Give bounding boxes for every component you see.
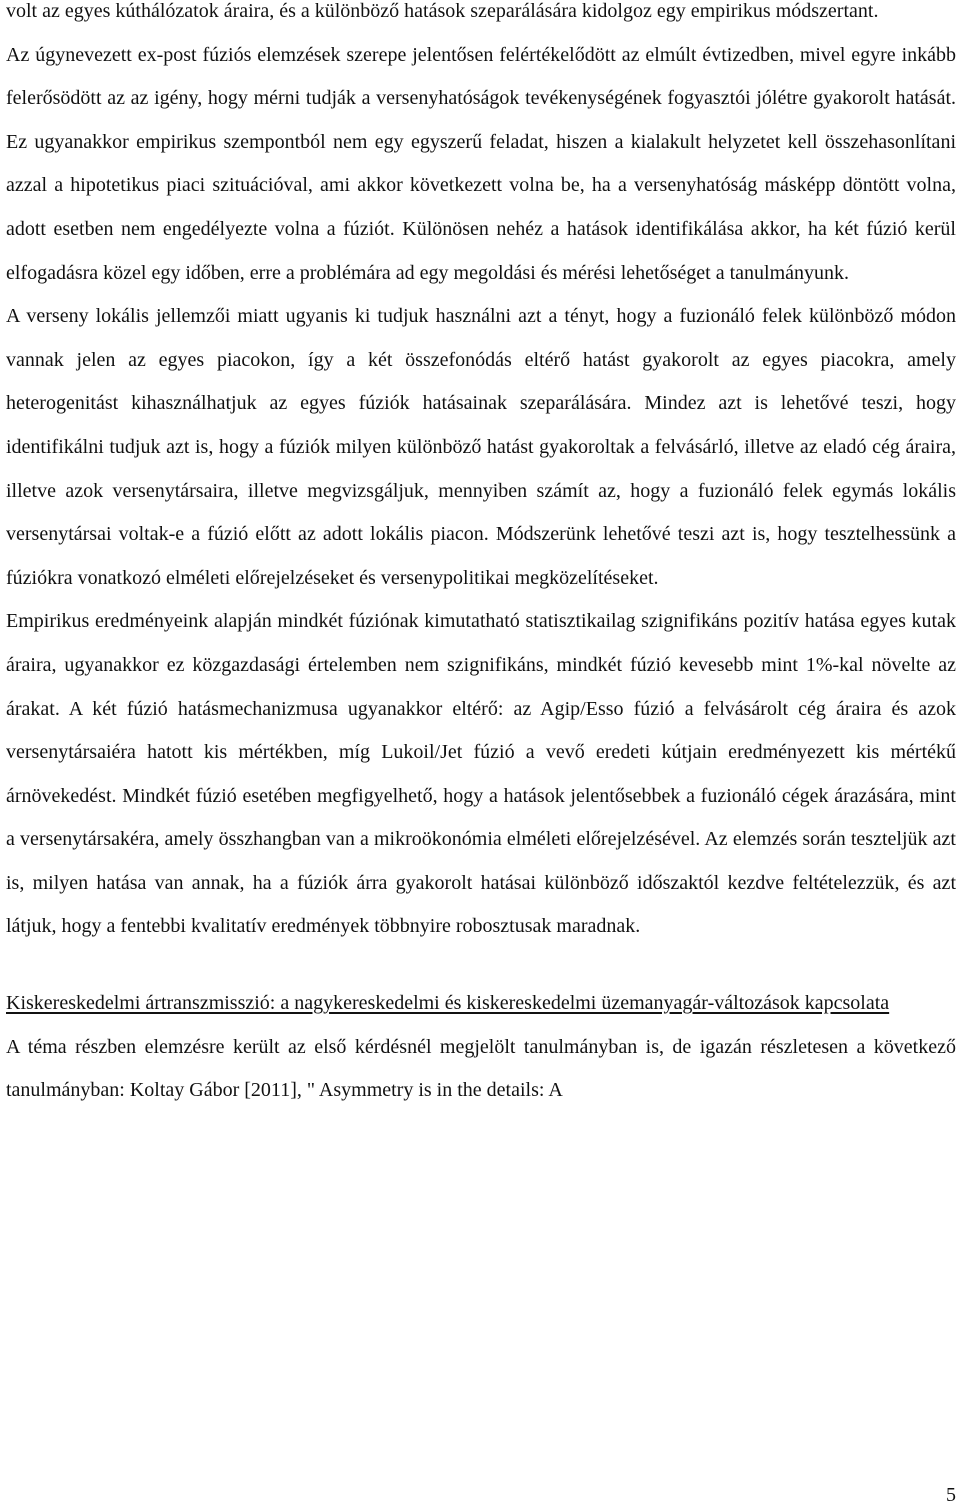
paragraph-ex-post-analysis: Az úgynevezett ex-post fúziós elemzések szerepe jelentősen felértékelődött az elmúlt évtizedben, mivel egyre inkább felerősödött az az igény, hogy mérni tudják a versenyhatóságok tevékenységének fogyasztói jólétre gyakorolt hatását. Ez ugyanakkor empirikus szempontból nem egy egyszerű feladat, hiszen a kialakult helyzetet kell összehasonlítani azzal a hipotetikus piaci szituációval, ami akkor következett volna be, ha a versenyhatóság másképp döntött volna, adott esetben nem engedélyezte volna a fúziót. Különösen nehéz a hatások identifikálása akkor, ha két fúzió kerül elfogadásra közel egy időben, erre a problémára ad egy megoldási és mérési lehetőséget a tanulmányunk. bbox=[6, 43, 956, 284]
paragraph-fragment: volt az egyes kúthálózatok áraira, és a különböző hatások szeparálására kidolgoz egy empirikus módszertant. bbox=[6, 0, 879, 22]
section-heading: Kiskereskedelmi ártranszmisszió: a nagykereskedelmi és kiskereskedelmi üzemanyagár-változások kapcsolata bbox=[6, 992, 890, 1015]
document-page bbox=[6, 0, 956, 1113]
paragraph-empirical-results: Empirikus eredményeink alapján mindkét fúziónak kimutatható statisztikailag szignifikáns pozitív hatása egyes kutak áraira, ugyanakkor ez közgazdasági értelemben nem szignifikáns, mindkét fúzió kevesebb mint 1%-kal növelte az árakat. A két fúzió hatásmechanizmusa ugyanakkor eltérő: az Agip/Esso fúzió a felvásárolt cég áraira és azok versenytársaiéra hatott kis mértékben, míg Lukoil/Jet fúzió a vevő eredeti kútjain eredményezett kis mértékű árnövekedést. Mindkét fúzió esetében megfigyelhető, hogy a hatások jelentősebbek a fuzionáló cégek árazására, mint a versenytársakéra, amely összhangban van a mikroökonómia elméleti előrejelzésével. Az elemzés során teszteljük azt is, milyen hatása van annak, ha a fúziók árra gyakorolt hatásai különböző időszaktól kezdve feltételezzük, és azt látjuk, hogy a fentebbi kvalitatív eredmények többnyire robosztusak maradnak. bbox=[6, 610, 956, 938]
paragraph-section-intro: A téma részben elemzésre került az első kérdésnél megjelölt tanulmányban is, de igazán részletesen a következő tanulmányban: Koltay Gábor [2011], " Asymmetry is in the details: A bbox=[6, 1035, 956, 1102]
paragraph-local-competition: A verseny lokális jellemzői miatt ugyanis ki tudjuk használni azt a tényt, hogy a fuzionáló felek különböző módon vannak jelen az egyes piacokon, így a két összefonódás eltérő hatást gyakorolt az egyes piacokra, amely heterogenitást kihasználhatjuk az egyes fúziók hatásainak szeparálására. Mindez azt is lehetővé teszi, hogy identifikálni tudjuk azt is, hogy a fúziók milyen különböző hatást gyakoroltak a felvásárló, illetve az eladó cég áraira, illetve azok versenytársaira, illetve megvizsgáljuk, mennyiben számít az, hogy a fuzionáló felek egymás lokális versenytársai voltak-e a fúzió előtt az adott lokális piacon. Módszerünk lehetővé teszi azt is, hogy tesztelhessünk a fúziókra vonatkozó elméleti előrejelzéseket és versenypolitikai megközelítéseket. bbox=[6, 305, 956, 589]
page-number: 5 bbox=[946, 1484, 956, 1506]
